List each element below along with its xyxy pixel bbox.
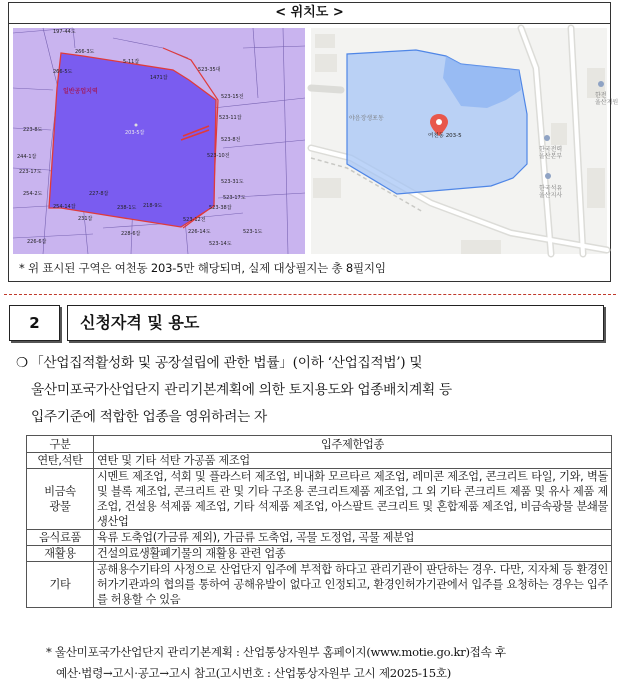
row-content: 시멘트 제조업, 석회 및 플라스터 제조업, 비내화 모르타르 제조업, 레미콘 제조업, 콘크리트 타일, 기와, 벽돌 및 블록 제조업, 콘크리트 관 및 기타 구조용 콘크리트제품 제조업, 그 외 기타 콘크리트 제품 및 유사 제품 제조업, 건설용 석제품 제조업, 기타 석제품 제조업, 아스팔트 콘크리트 및 혼합제품 제조업, 비금속광물 분쇄물 생산업 <box>94 469 612 530</box>
section-divider <box>4 294 616 295</box>
row-category: 음식료품 <box>27 530 94 546</box>
cadastral-map <box>13 28 305 254</box>
place-label: 한국석유 <box>539 185 563 192</box>
cadastral-map-drawing <box>13 28 305 254</box>
section-number: 2 <box>9 305 60 341</box>
parcel-label: 5-11잡 <box>123 59 140 65</box>
table-row <box>27 453 612 469</box>
parcel-center-label: 203-5잡 <box>125 130 145 136</box>
parcel-label: 523-31도 <box>221 179 244 185</box>
maps-container <box>13 28 619 254</box>
footnote-line: * 울산미포국가산업단지 관리기본계획 : 산업통상자원부 홈페이지(www.motie.go.kr)접속 후 <box>46 645 506 659</box>
place-label: 울산본부 <box>539 153 563 160</box>
street-map <box>311 28 619 254</box>
place-label: 한전 <box>595 92 607 99</box>
row-content: 연탄 및 기타 석탄 가공품 제조업 <box>94 453 612 469</box>
parcel-label: 218-9도 <box>143 203 163 209</box>
location-map-title: < 위치도 > <box>9 3 610 24</box>
row-category: 연탄,석탄 <box>27 453 94 469</box>
row-content: 육류 도축업(가금류 제외), 가금류 도축업, 곡물 도정업, 곡물 제분업 <box>94 530 612 546</box>
column-header: 입주제한업종 <box>94 436 612 453</box>
footnote-line: 예산·법령→고시·공고→고시 참고(고시번호 : 산업통상자원부 고시 제2025-15호) <box>56 666 451 680</box>
parcel-label: 231잡 <box>78 216 93 222</box>
row-category: 기타 <box>27 562 94 608</box>
restricted-industries-table <box>26 435 612 608</box>
parcel-label: 244-1잡 <box>17 154 37 160</box>
parcel-label: 266-5도 <box>53 69 73 75</box>
parcel-label: 226-6잡 <box>27 239 47 245</box>
parcel-label: 523-8전 <box>221 137 241 143</box>
parcel-label: 523-10전 <box>207 153 230 159</box>
parcel-label: 197-44도 <box>53 29 76 35</box>
footnote <box>46 642 614 684</box>
eligibility-paragraph <box>16 350 612 431</box>
parcel-label: 223-8도 <box>23 127 43 133</box>
parcel-label: 238-1도 <box>117 205 137 211</box>
table-row <box>27 530 612 546</box>
area-label: 일반공업지역 <box>63 88 98 95</box>
street-map-drawing <box>311 28 607 254</box>
place-label: 울산지사 <box>539 192 563 199</box>
parcel-label: 254-14잡 <box>53 204 76 210</box>
place-label: 울산지원 <box>595 99 619 106</box>
parcel-label: 523-11잡 <box>219 115 242 121</box>
parcel-label: 226-14도 <box>188 229 211 235</box>
parcel-label: 227-8잡 <box>89 191 109 197</box>
table-row <box>27 469 612 530</box>
parcel-label: 523-14도 <box>209 241 232 247</box>
table-row <box>27 546 612 562</box>
intro-line: 입주기준에 적합한 업종을 영위하려는 자 <box>31 409 267 425</box>
location-note: * 위 표시된 구역은 여천동 203-5만 해당되며, 실제 대상필지는 총 8필지임 <box>19 261 386 275</box>
row-category: 비금속 광물 <box>27 469 94 530</box>
parcel-label: 523-1도 <box>243 229 263 235</box>
bullet-icon: ❍ <box>16 355 28 371</box>
parcel-label: 523-38잡 <box>209 205 232 211</box>
row-content: 건설의료생활폐기물의 재활용 관련 업종 <box>94 546 612 562</box>
parcel-label: 223-17도 <box>19 169 42 175</box>
parcel-label: 1471잡 <box>150 75 168 81</box>
row-category: 재활용 <box>27 546 94 562</box>
parcel-label: 254-2도 <box>23 191 43 197</box>
parcel-label: 523-35대 <box>198 67 221 73</box>
location-map-box <box>8 2 619 282</box>
place-label: 야음장생포동 <box>349 115 384 122</box>
place-label: 한국전력 <box>539 146 563 153</box>
table-row <box>27 562 612 608</box>
parcel-label: 266-3도 <box>75 49 95 55</box>
parcel-label: 523-15전 <box>221 94 244 100</box>
parcel-label: 523-17도 <box>223 195 246 201</box>
marker-label: 여천동 203-5 <box>428 133 462 139</box>
section-title: 신청자격 및 용도 <box>67 305 604 341</box>
column-header: 구분 <box>27 436 94 453</box>
parcel-label: 228-6잡 <box>121 231 141 237</box>
intro-line: 울산미포국가산업단지 관리기본계획에 의한 토지용도와 업종배치계획 등 <box>31 382 452 398</box>
intro-line: 「산업집적활성화 및 공장설립에 관한 법률」(이하 ‘산업집적법’) 및 <box>30 355 423 371</box>
parcel-label: 523-12전 <box>183 217 206 223</box>
row-content: 공해용수기타의 사정으로 산업단지 입주에 부적합 하다고 관리기관이 판단하는 경우. 다만, 지자체 등 환경인허가기관과의 협의를 통하여 공해유발이 없다고 인정되고, 환경인허가기관에서 입주를 요청하는 경우는 입주를 허용할 수 있음 <box>94 562 612 608</box>
table-header-row <box>27 436 612 453</box>
